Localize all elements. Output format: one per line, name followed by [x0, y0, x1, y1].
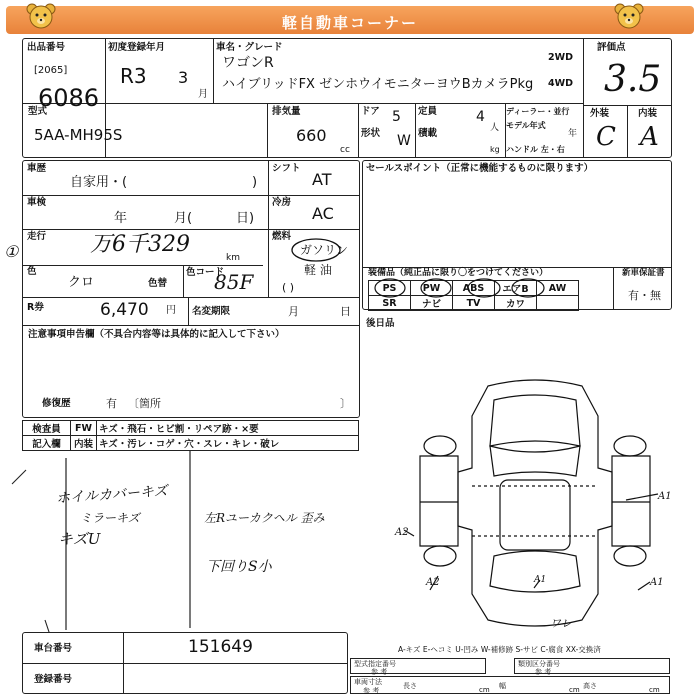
car-name: ワゴンR [222, 55, 274, 71]
dimensions-box [350, 676, 670, 694]
equipment-label: 装備品（純正品に限り〇をつけてください） [368, 268, 549, 278]
equipment-ps: PS [369, 281, 411, 296]
inspector-label: 検査員 [23, 421, 71, 436]
dims-length-unit: cm [479, 686, 490, 694]
type-number-box [350, 658, 486, 674]
equipment-airbag: エアB [495, 281, 537, 296]
teddy-bear-icon [24, 2, 58, 32]
mileage-unit: km [226, 253, 240, 263]
color-code-label: 色コード [186, 267, 225, 278]
color-code-value: 85F [214, 270, 254, 294]
entry-interior: 内装 [71, 436, 97, 451]
score-value: 3.5 [604, 59, 662, 100]
doors-value: 5 [392, 109, 401, 125]
first-registration-label: 初度登録年月 [108, 42, 166, 53]
inspection-year: 年 [114, 211, 128, 226]
car-damage-diagram [400, 376, 670, 632]
history-label: 車歴 [27, 163, 47, 174]
teddy-bear-icon [612, 2, 646, 32]
first-registration-month-unit: 月 [198, 89, 208, 100]
fuel-gasoline: ガソリン [300, 243, 349, 257]
repair-bracket: 〔箇所 [128, 397, 161, 410]
type-number-sub: 参 考 [371, 668, 388, 676]
dims-width: 幅 [499, 682, 506, 690]
model-year-label: モデル年式 [506, 121, 546, 130]
mileage-label: 走行 [27, 231, 47, 242]
model-value: 5AA-MH95S [34, 126, 123, 144]
note-strokes [0, 440, 340, 640]
header-bar [6, 6, 694, 34]
capacity-label: 定員 [418, 106, 438, 117]
name-change-day: 日 [340, 305, 351, 318]
class-number-label: 類別区分番号 [518, 660, 560, 668]
registration-label: 登録番号 [34, 674, 73, 685]
repair-close: 〕 [340, 397, 351, 410]
damage-mark-a1-rear: A1 [650, 577, 664, 588]
shift-value: AT [312, 170, 332, 189]
mileage-value: 万6千329 [90, 232, 190, 257]
mileage-mark: ① [4, 242, 19, 261]
shape-value: W [397, 133, 411, 149]
equipment-leather: カワ [495, 296, 537, 311]
interior-value: A [640, 122, 659, 152]
displacement-value: 660 [296, 126, 327, 145]
first-registration-month: 3 [178, 68, 189, 87]
sales-point-label: セールスポイント（正常に機能するものに限ります） [366, 163, 594, 174]
car-label: 車名・グレード [216, 42, 283, 53]
dealer-label: ディーラー・並行 [506, 107, 570, 116]
car-grade: ハイブリッドFX ゼンホウイモニターヨウBカメラPkg [222, 77, 534, 92]
fuel-gasoline-circle [288, 236, 348, 264]
entry-label: 記入欄 [23, 436, 71, 451]
recycle-label: R券 [27, 302, 44, 313]
score-label: 評価点 [597, 42, 626, 53]
equipment-tv: TV [453, 296, 495, 311]
inspection-label: 車検 [27, 197, 47, 208]
note-scratch: キズU [58, 530, 101, 548]
interior-label: 内装 [638, 108, 658, 119]
notes-label: 注意事項申告欄（不具合内容等は具体的に記入して下さい） [28, 329, 285, 340]
model-year-unit: 年 [568, 129, 578, 139]
load-label: 積載 [418, 128, 438, 139]
chassis-label: 車台番号 [34, 643, 73, 654]
warranty-label: 新車保証書 [622, 268, 665, 278]
drive-4wd: 4WD [548, 78, 573, 89]
fuel-label: 燃料 [272, 231, 292, 242]
type-number-label: 型式指定番号 [354, 660, 396, 668]
exterior-value: C [596, 122, 616, 152]
dims-width-unit: cm [569, 686, 580, 694]
note-underbody: 下回りS小 [206, 559, 272, 575]
aircon-label: 冷房 [272, 197, 292, 208]
displacement-label: 排気量 [272, 106, 301, 117]
capacity-value: 4 [476, 109, 485, 125]
dims-height-unit: cm [649, 686, 660, 694]
dims-length: 長さ [403, 682, 417, 690]
exterior-label: 外装 [590, 108, 610, 119]
doors-label: ドア [361, 106, 380, 117]
lot-code: [2065] [34, 65, 68, 76]
load-unit: kg [490, 145, 500, 154]
inspection-day: 日) [236, 211, 255, 226]
equipment-pw: PW [411, 281, 453, 296]
damage-legend: A-キズ E-ヘコミ U-凹み W-補修跡 S-サビ C-腐食 XX-交換済 [398, 645, 601, 654]
history-value: 自家用・( [70, 175, 128, 190]
color-value: クロ [68, 275, 95, 290]
fuel-other: ( ) [282, 281, 295, 294]
equipment-navi: ナビ [411, 296, 453, 311]
recycle-value: 6,470 [100, 300, 149, 320]
shape-label: 形状 [361, 128, 381, 139]
name-change-label: 名変期限 [192, 306, 231, 317]
color-change-label: 色替 [148, 278, 168, 289]
capacity-unit: 人 [490, 123, 500, 133]
damage-mark-a1-right: A1 [658, 491, 672, 502]
rear-items-label: 後日品 [366, 318, 395, 329]
inspector-fw: FW [71, 421, 97, 436]
repair-label: 修復歴 [42, 398, 71, 409]
entry-interior-items: キズ・汚レ・コゲ・穴・スレ・キレ・破レ [97, 436, 359, 451]
repair-value: 有 [106, 397, 117, 410]
equipment-abs: ABS [453, 281, 495, 296]
note-left-rear: 左Rユーカクヘル 歪み [204, 511, 325, 525]
damage-mark-a2-bottom: A2 [426, 577, 440, 588]
note-wheel-cover: ホイルカバーキズ [55, 483, 169, 507]
name-change-month: 月 [288, 305, 299, 318]
chassis-value: 151649 [188, 637, 253, 657]
history-close: ) [252, 175, 258, 190]
class-number-sub: 参 考 [535, 668, 552, 676]
dims-height: 高さ [583, 682, 597, 690]
equipment-sr: SR [369, 296, 411, 311]
drive-2wd: 2WD [548, 52, 573, 63]
color-label: 色 [27, 266, 37, 277]
first-registration-year: R3 [120, 64, 147, 88]
equipment-circles [366, 276, 586, 302]
damage-mark-a1-center: A1 [534, 575, 547, 585]
note-mirror: ミラーキズ [80, 511, 140, 525]
warranty-value: 有・無 [628, 289, 661, 302]
inspector-fw-items: キズ・飛石・ヒビ割・リペア跡・×要 [97, 421, 359, 436]
shift-label: シフト [272, 163, 301, 174]
inspection-month: 月( [174, 211, 193, 226]
dims-sub: 参 考 [363, 687, 380, 695]
lot-number: 6086 [38, 84, 100, 112]
recycle-unit: 円 [166, 305, 176, 316]
aircon-value: AC [312, 204, 334, 223]
damage-mark-a2-left: A2 [395, 527, 409, 538]
damage-mark-crack: ワレ [550, 617, 572, 630]
model-label: 型式 [28, 106, 48, 117]
handle-label: ハンドル 左・右 [506, 145, 565, 154]
dims-label: 車両寸法 [354, 678, 382, 686]
lot-label: 出品番号 [27, 42, 66, 53]
fuel-diesel: 軽 油 [304, 263, 332, 277]
equipment-aw: AW [537, 281, 579, 296]
class-number-box [514, 658, 670, 674]
displacement-unit: cc [340, 145, 350, 155]
header-title: 軽自動車コーナー [281, 14, 418, 32]
